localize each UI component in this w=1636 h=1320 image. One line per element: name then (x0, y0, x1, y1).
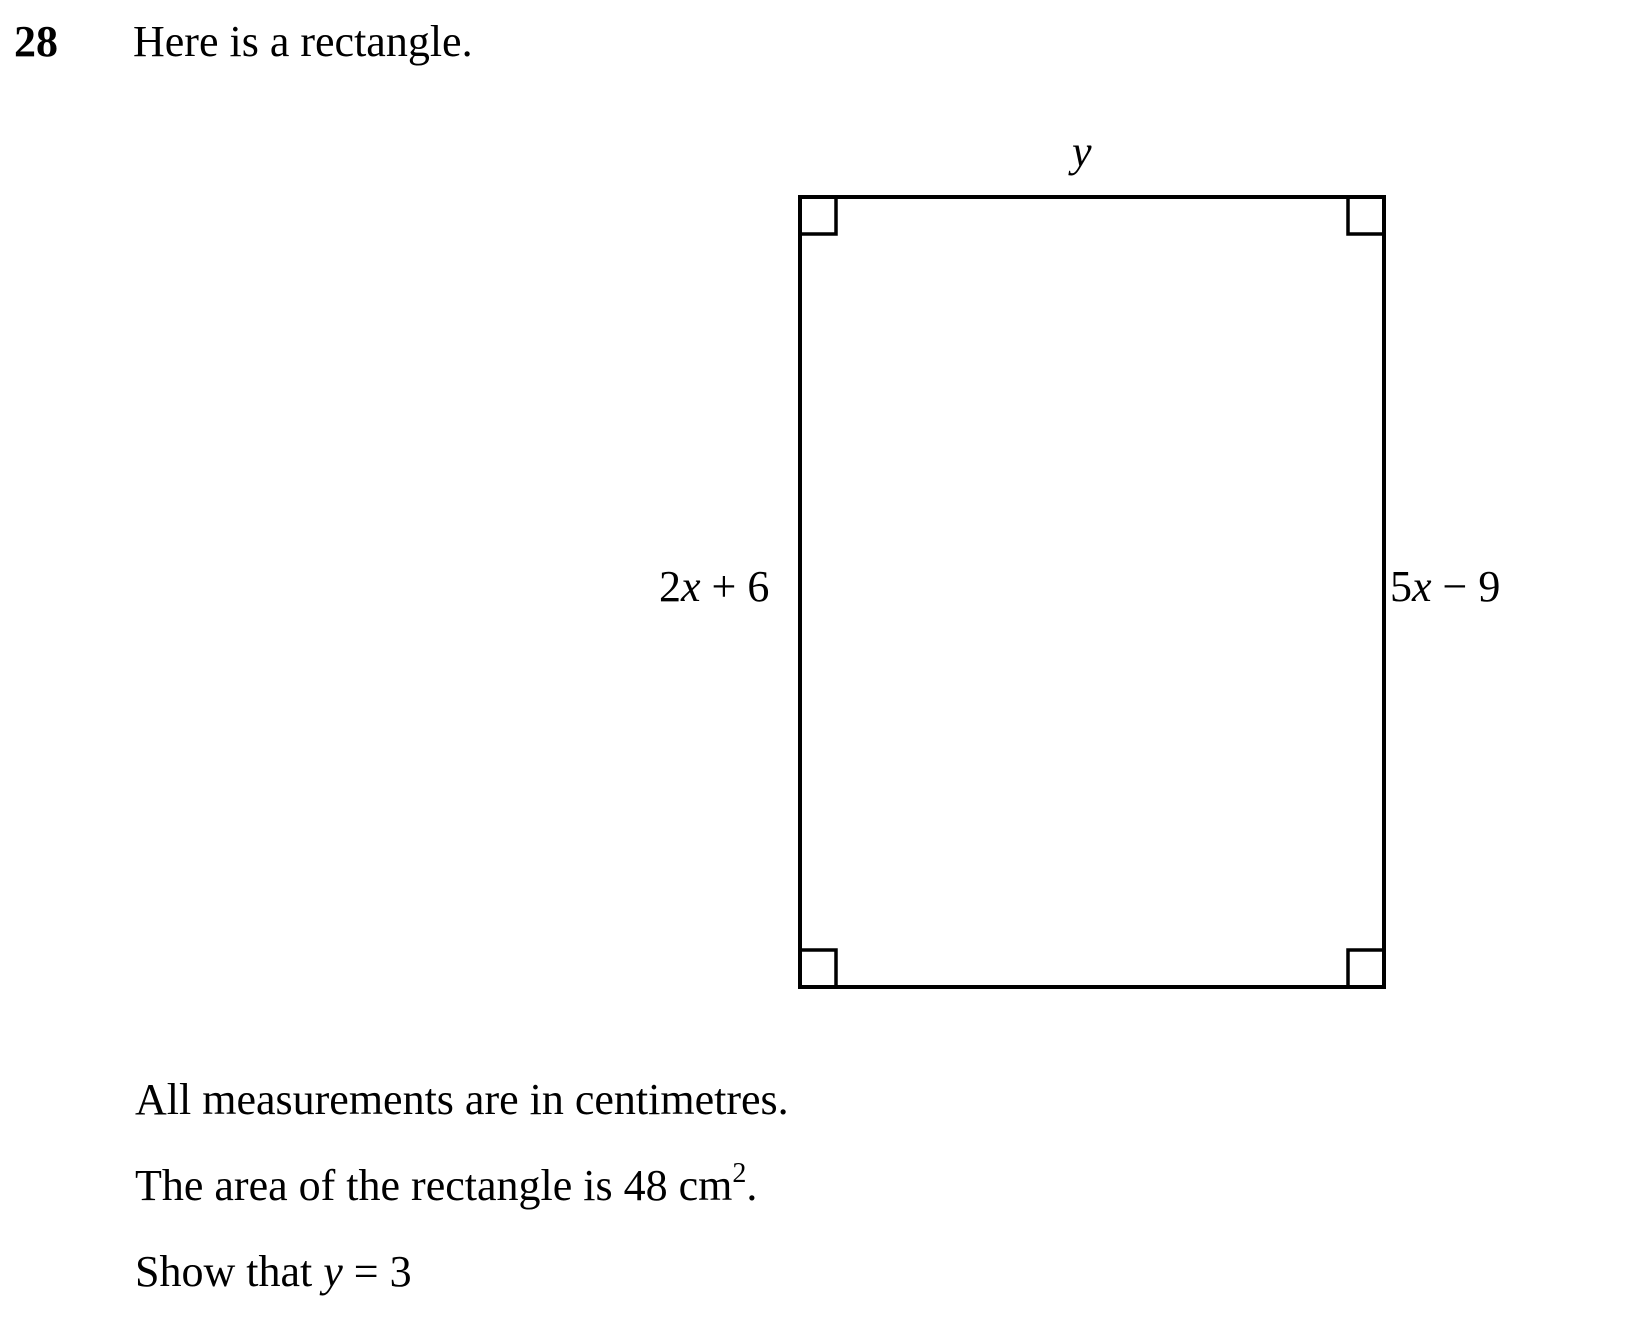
right-side-label (1390, 562, 1501, 611)
right-label-coefficient: 5 (1390, 562, 1412, 611)
question-intro: Here is a rectangle. (133, 17, 473, 66)
area-unit-exponent: 2 (732, 1158, 747, 1189)
left-side-label (659, 562, 770, 611)
question-number: 28 (14, 17, 58, 66)
right-angle-marker-top-left (800, 197, 836, 234)
show-that-instruction (135, 1247, 412, 1296)
measurements-statement: All measurements are in centimetres. (135, 1075, 789, 1124)
area-statement-end: . (746, 1161, 758, 1210)
right-label-variable: x (1412, 562, 1432, 611)
area-statement (135, 1158, 758, 1210)
rectangle-outline (800, 197, 1384, 987)
right-label-rest: − 9 (1431, 562, 1501, 611)
left-label-variable: x (681, 562, 701, 611)
left-label-rest: + 6 (700, 562, 770, 611)
show-that-variable: y (323, 1247, 343, 1296)
top-side-label: y (1072, 127, 1092, 176)
area-statement-text: The area of the rectangle is 48 cm (135, 1161, 733, 1210)
left-label-coefficient: 2 (659, 562, 681, 611)
show-that-text: Show that (135, 1247, 324, 1296)
right-angle-marker-bottom-right (1348, 950, 1384, 987)
right-angle-marker-bottom-left (800, 950, 836, 987)
show-that-value: = 3 (342, 1247, 412, 1296)
right-angle-marker-top-right (1348, 197, 1384, 234)
